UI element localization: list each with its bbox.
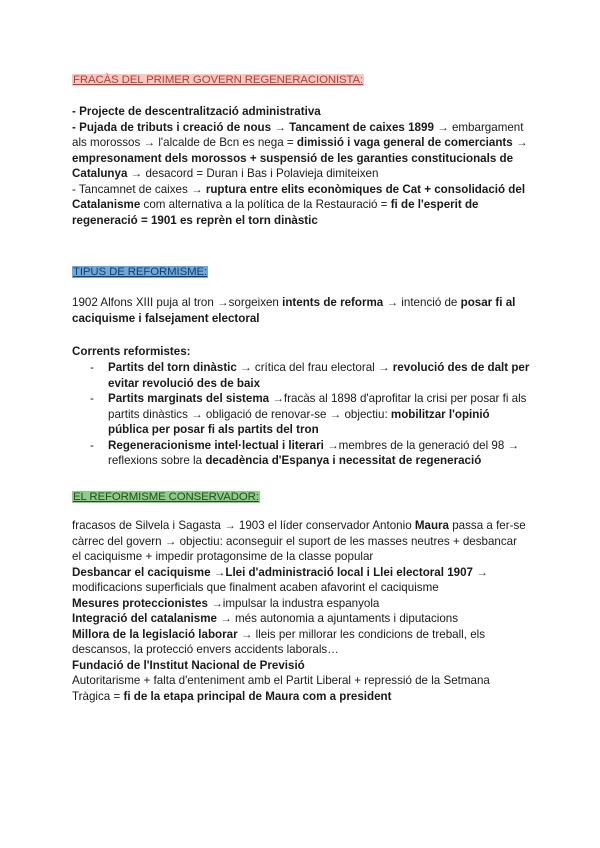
- paragraph: Integració del catalanisme → més autonomia a ajuntaments i diputacions: [72, 612, 459, 625]
- corrents-title: Corrents reformistes:: [72, 345, 191, 358]
- paragraph: Autoritarisme + falta d'enteniment amb el Partit Liberal + repressió de la Setmana Tràgica = fi de la etapa principal de Maura com a president: [72, 674, 490, 703]
- heading-tipus: TIPUS DE REFORMISME:: [73, 266, 208, 278]
- conservador-body: [72, 518, 528, 704]
- paragraph: fracasos de Silvela i Sagasta → 1903 el líder conservador Antonio Maura passa a fer-se càrrec del govern → objectiu: aconseguir el suport de les masses neutres + desbancar el caciquisme + impedir protagonsime de la classe popular: [72, 519, 526, 563]
- section-tipus: [72, 264, 528, 281]
- section-conservador: [72, 489, 528, 506]
- heading-fracas: FRACÀS DEL PRIMER GOVERN REGENERACIONISTA:: [73, 74, 364, 86]
- list-item: - Regeneracionisme intel·lectual i literari →membres de la generació del 98 → reflexions sobre la decadència d'Espanya i necessitat de regeneració: [90, 438, 520, 467]
- section-fracas: [72, 72, 528, 89]
- fracas-item-3: - Tancamnet de caixes → ruptura entre elits econòmiques de Cat + consolidació del Catalanisme com alternativa a la política de la Restauració = fi de l'esperit de regeneració = 1901 es reprèn el torn dinàstic: [72, 182, 526, 227]
- heading-conservador: EL REFORMISME CONSERVADOR:: [73, 491, 259, 503]
- corrents-list: [90, 360, 532, 469]
- fracas-item-2: - Pujada de tributs i creació de nous → Tancament de caixes 1899 → embargament als morossos → l'alcalde de Bcn es nega = dimissió i vaga general de comerciants → empresonament dels morossos + suspensió de les garanties constitucionals de Catalunya → desacord = Duran i Bas i Polavieja dimiteixen: [72, 120, 528, 180]
- fracas-item-1: - Projecte de descentralització administrativa: [72, 105, 321, 118]
- tipus-intro: 1902 Alfons XIII puja al tron →sorgeixen intents de reforma → intenció de posar fi al caciquisme i falsejament electoral: [72, 296, 516, 325]
- list-item: - Partits del torn dinàstic → crítica del frau electoral → revolució des de dalt per evitar revolució des de baix: [90, 361, 530, 390]
- paragraph: Fundació de l'Institut Nacional de Previsió: [72, 658, 305, 672]
- paragraph: Desbancar el caciquisme →Llei d'administració local i Llei electoral 1907 → modificacions superficials que finalment acaben afavorint el caciquisme: [72, 565, 488, 594]
- paragraph: Mesures proteccionistes →impulsar la industra espanyola: [72, 596, 380, 610]
- fracas-body: [72, 104, 528, 228]
- list-item: - Partits marginats del sistema →fracàs al 1898 d'aprofitar la crisi per posar fi als partits dinàstics → obligació de renovar-se → objectiu: mobilitzar l'opinió pública per posar fi als partits del tron: [90, 392, 527, 436]
- paragraph: Millora de la legislació laborar → lleis per millorar les condicions de treball, els descansos, la protecció envers accidents laborals…: [72, 627, 486, 656]
